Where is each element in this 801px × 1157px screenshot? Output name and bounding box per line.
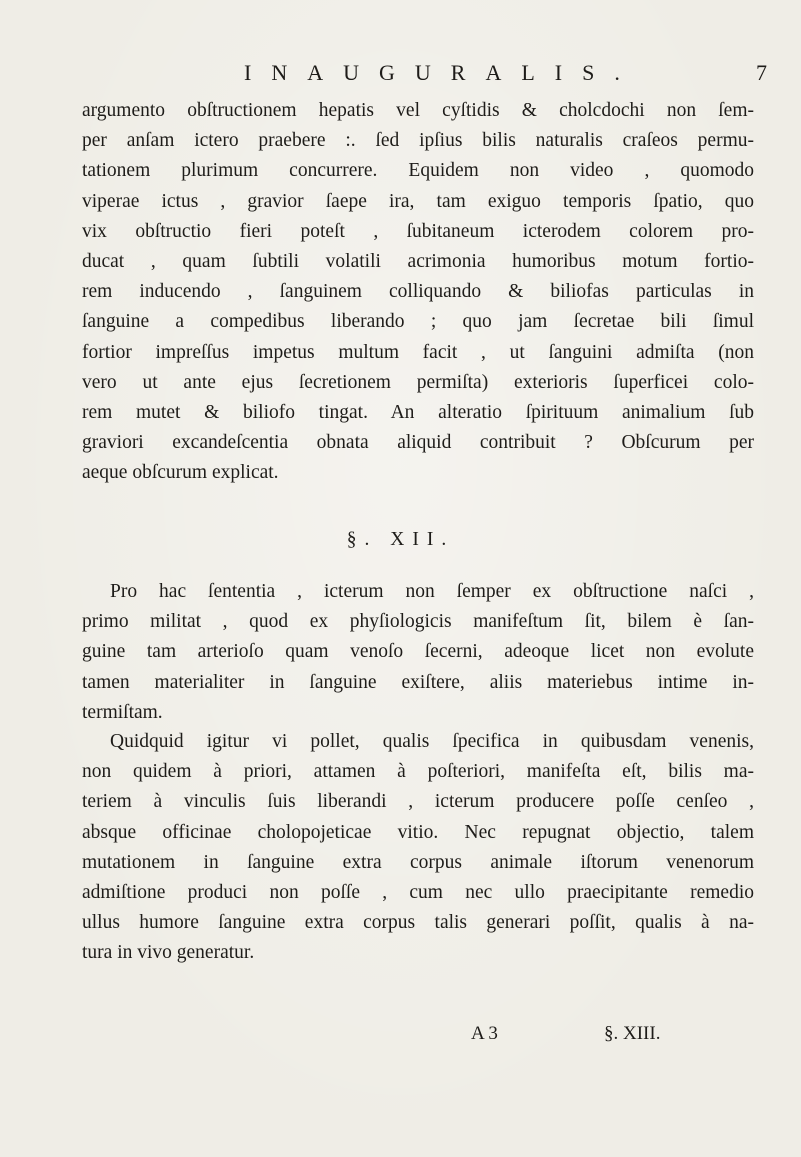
text-line: guine tam arterioſo quam venoſo ſecerni, adeoque licet non evolute [82,641,754,663]
text-line: rem mutet & biliofo tingat. An alteratio ſpirituum animalium ſub [82,401,754,423]
text-line: ullus humore ſanguine extra corpus talis generari poſſit, qualis à na- [82,912,754,934]
text-line: ducat , quam ſubtili volatili acrimonia humoribus motum fortio- [82,250,754,272]
paragraph-1 [82,96,754,488]
text-line: Pro hac ſententia , icterum non ſemper ex obſtructione naſci , [110,581,754,602]
text-line: non quidem à priori, attamen à poſteriori, manifeſta eſt, bilis ma- [82,761,754,783]
signature-mark: A 3 [471,1023,498,1044]
text-line: mutationem in ſanguine extra corpus animale iſtorum venenorum [82,851,754,873]
text-line: primo militat , quod ex phyſiologicis manifeſtum ſit, bilem è ſan- [82,611,754,633]
text-line: admiſtione produci non poſſe , cum nec ullo praecipitante remedio [82,881,754,903]
section-heading: §. XII. [346,529,455,550]
text-line: termiſtam. [82,701,163,723]
text-line: viperae ictus , gravior ſaepe ira, tam exiguo temporis ſpatio, quo [82,190,754,212]
text-line: absque officinae cholopojeticae vitio. Nec repugnat objectio, talem [82,821,754,843]
page-footer [0,1023,801,1053]
text-line: teriem à vinculis ſuis liberandi , icterum producere poſſe cenſeo , [82,791,754,813]
paragraph-3 [82,727,754,969]
text-line: tationem plurimum concurrere. Equidem non video , quomodo [82,160,754,182]
text-line: per anſam ictero praebere :. ſed ipſius bilis naturalis craſeos permu- [82,130,754,152]
text-line: ſanguine a compedibus liberando ; quo jam ſecretae bili ſimul [82,311,754,333]
text-line: fortior impreſſus impetus multum facit , ut ſanguini admiſta (non [82,341,754,363]
page-number: 7 [756,60,767,85]
paragraph-2 [82,577,754,728]
text-line: vero ut ante ejus ſecretionem permiſta) exterioris ſuperficei colo- [82,371,754,393]
text-line: argumento obſtructionem hepatis vel cyſtidis & cholcdochi non ſem- [82,100,754,121]
text-line: tura in vivo generatur. [82,942,255,964]
running-head [0,60,801,94]
catchword: §. XIII. [604,1023,661,1044]
text-line: tamen materialiter in ſanguine exiſtere, aliis materiebus intime in- [82,671,754,693]
text-line: aeque obſcurum explicat. [82,462,279,484]
running-title: INAUGURALIS. [244,60,640,85]
text-line: vix obſtructio fieri poteſt , ſubitaneum icterodem colorem pro- [82,220,754,242]
text-line: rem inducendo , ſanguinem colliquando & biliofas particulas in [82,281,754,303]
text-line: Quidquid igitur vi pollet, qualis ſpecifica in quibusdam venenis, [110,731,754,752]
text-line: graviori excandeſcentia obnata aliquid contribuit ? Obſcurum per [82,432,754,454]
